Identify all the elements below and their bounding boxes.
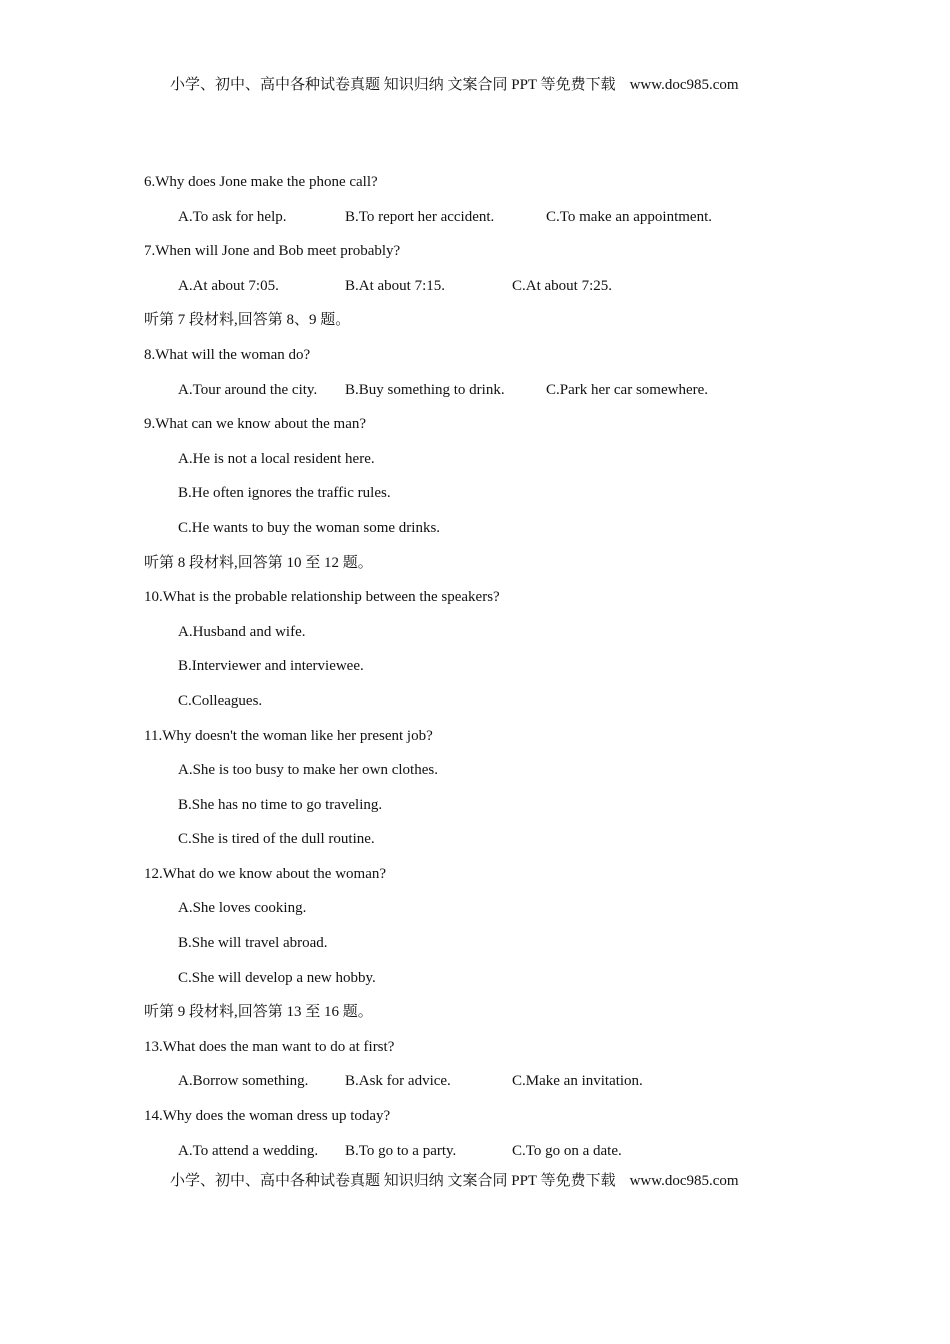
option-c: C.She is tired of the dull routine. [178,831,375,848]
option-b: B.He often ignores the traffic rules. [178,485,391,502]
option-b: B.At about 7:15. [345,277,445,294]
question-list [144,165,844,1168]
option-a: A.At about 7:05. [178,277,279,294]
section-7-instruction: 听第 7 段材料,回答第 8、9 题。 [144,312,351,329]
options-13 [144,1064,844,1099]
header-text: 小学、初中、高中各种试卷真题 知识归纳 文案合同 PPT 等免费下载 [170,77,616,93]
question-12: 12.What do we know about the woman? [144,865,387,882]
question-10: 10.What is the probable relationship between the speakers? [144,589,500,606]
option-a: A.Tour around the city. [178,381,318,398]
footer-site-link[interactable]: www.doc985.com [629,1173,739,1189]
option-c: C.To make an appointment. [546,208,712,225]
option-c: C.Colleagues. [178,692,263,709]
option-c: C.She will develop a new hobby. [178,969,376,986]
option-a: A.To attend a wedding. [178,1142,319,1159]
options-6 [144,200,844,235]
header-site-link[interactable]: www.doc985.com [629,77,739,93]
options-8 [144,373,844,408]
option-a: A.Borrow something. [178,1073,309,1090]
option-a: A.Husband and wife. [178,623,306,640]
option-b: B.To go to a party. [345,1142,457,1159]
option-c: C.He wants to buy the woman some drinks. [178,519,441,536]
question-14: 14.Why does the woman dress up today? [144,1108,391,1125]
options-14 [144,1134,844,1169]
option-c: C.Make an invitation. [512,1073,643,1090]
option-a: A.She is too busy to make her own clothes. [178,762,438,779]
question-6: 6.Why does Jone make the phone call? [144,174,378,190]
page-header [170,73,790,94]
footer-text: 小学、初中、高中各种试卷真题 知识归纳 文案合同 PPT 等免费下载 [170,1173,616,1189]
section-9-instruction: 听第 9 段材料,回答第 13 至 16 题。 [144,1004,373,1021]
question-9: 9.What can we know about the man? [144,416,367,433]
question-13: 13.What does the man want to do at first? [144,1038,395,1055]
question-11: 11.Why doesn't the woman like her present job? [144,727,433,744]
option-b: B.Ask for advice. [345,1073,451,1090]
options-7 [144,269,844,304]
option-c: C.Park her car somewhere. [546,381,709,398]
option-c: C.At about 7:25. [512,277,612,294]
section-8-instruction: 听第 8 段材料,回答第 10 至 12 题。 [144,554,373,571]
option-b: B.She has no time to go traveling. [178,796,383,813]
question-8: 8.What will the woman do? [144,346,311,363]
option-a: A.She loves cooking. [178,900,307,917]
option-b: B.Interviewer and interviewee. [178,658,364,675]
option-b: B.Buy something to drink. [345,381,505,398]
option-b: B.She will travel abroad. [178,935,328,952]
question-7: 7.When will Jone and Bob meet probably? [144,243,401,260]
option-c: C.To go on a date. [512,1142,622,1159]
page-footer [170,1169,790,1190]
option-b: B.To report her accident. [345,208,495,225]
option-a: A.He is not a local resident here. [178,450,375,467]
option-a: A.To ask for help. [178,208,287,225]
